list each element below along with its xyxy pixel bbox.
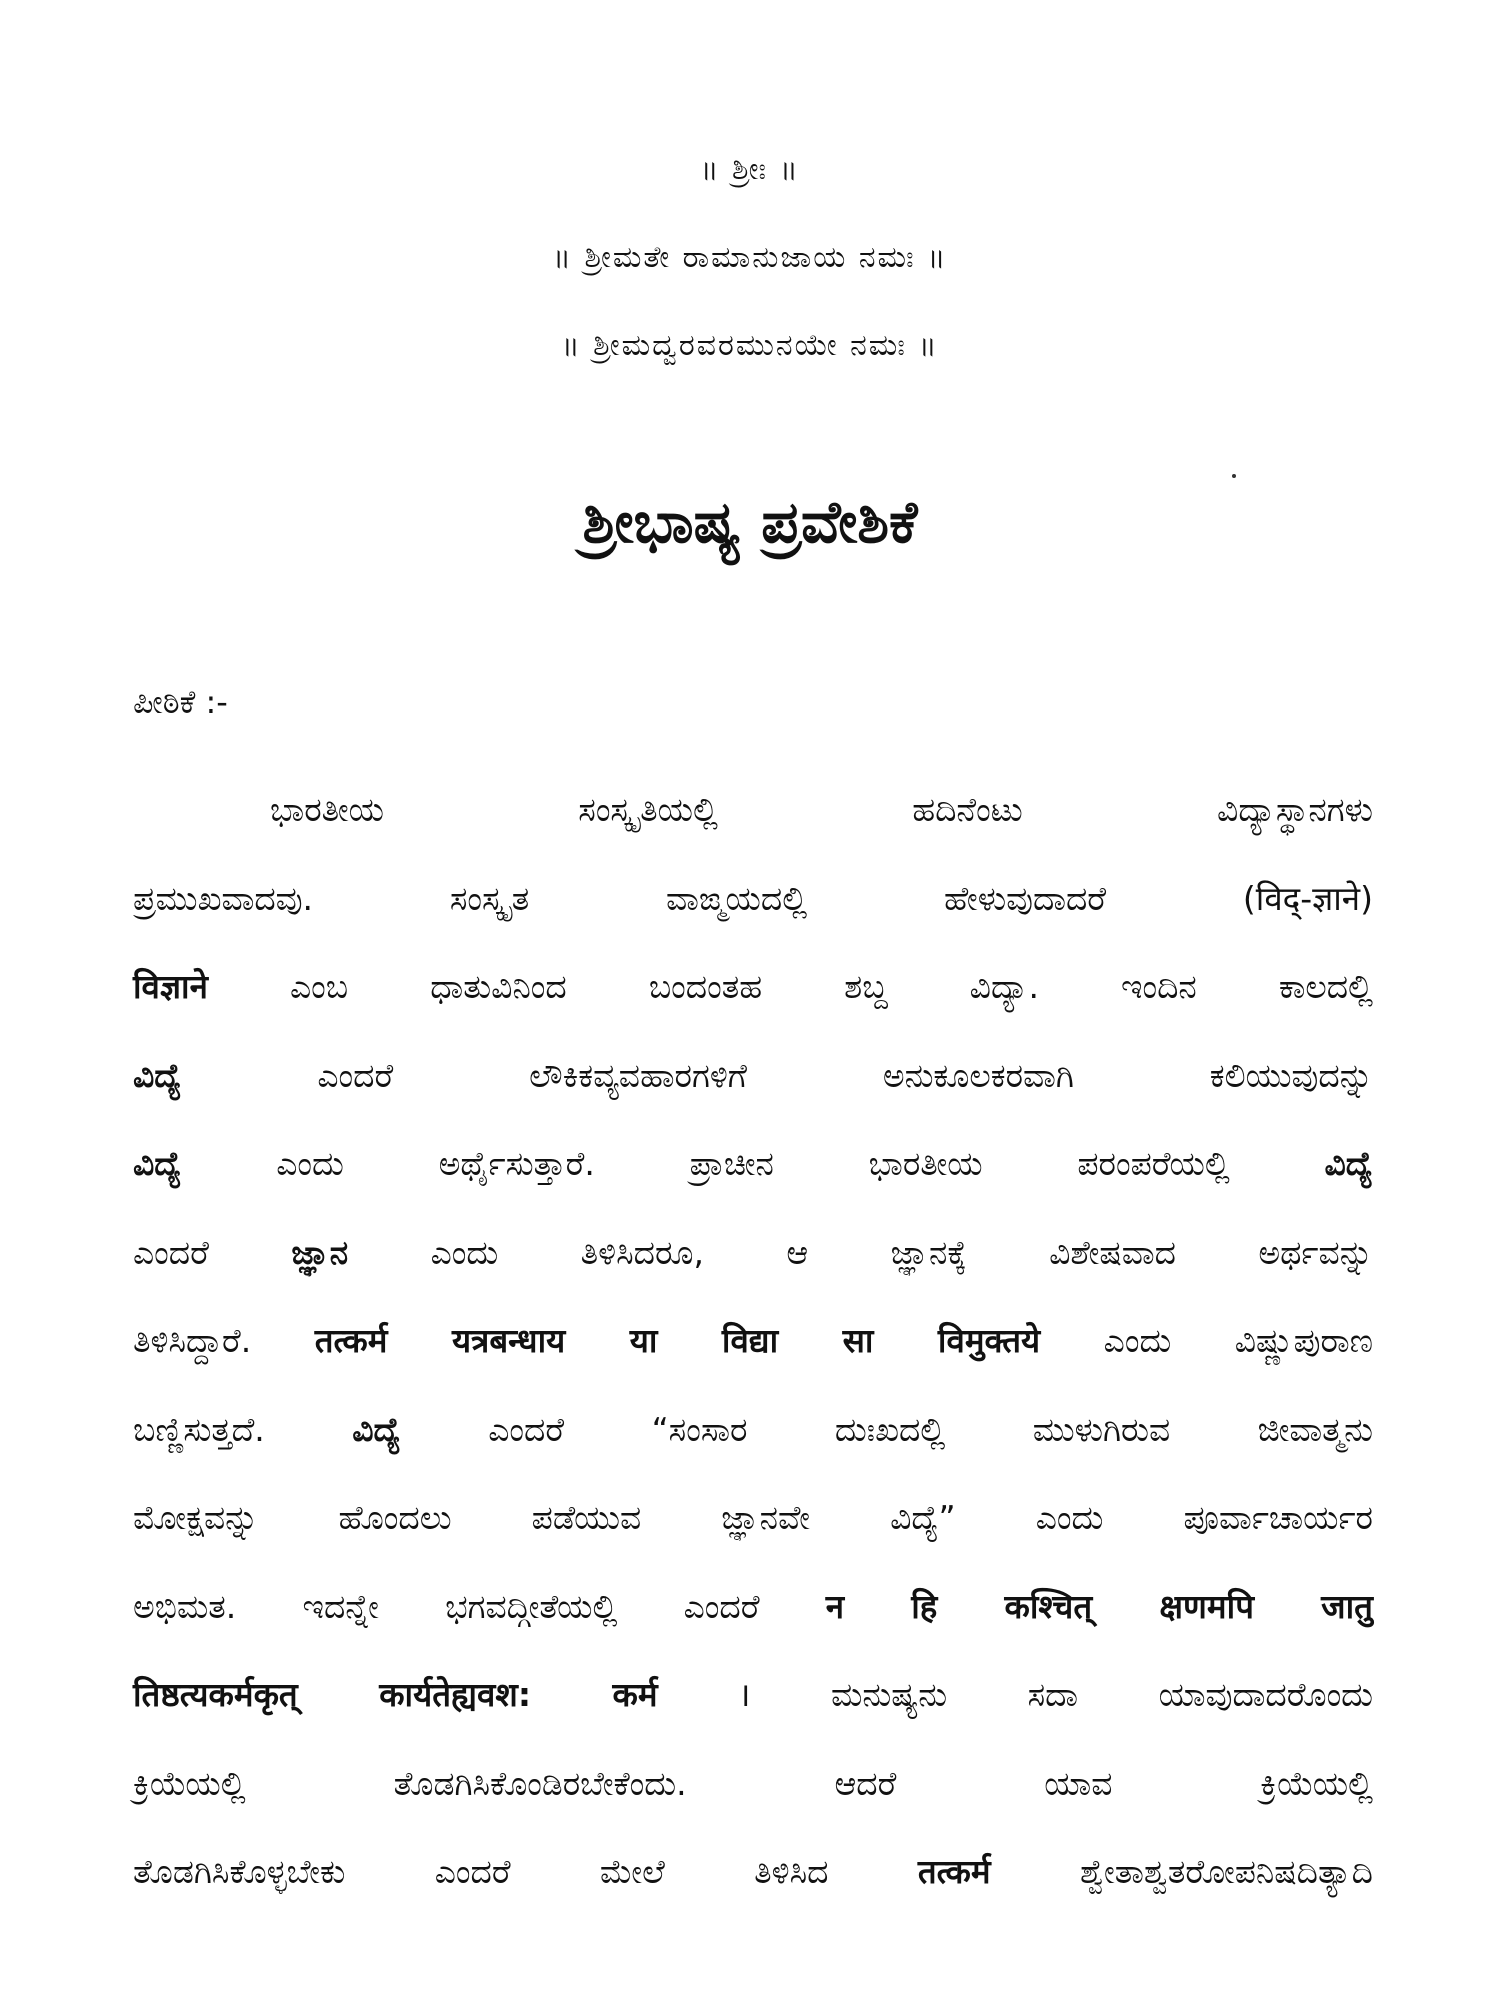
text-span: ಭಾರತೀಯ ಸಂಸ್ಕೃತಿಯಲ್ಲಿ ಹದಿನೆಂಟು ವಿದ್ಯಾಸ್ಥಾನಗಳು [270, 790, 1373, 829]
text-span: ಬಣ್ಣಿಸುತ್ತದೆ. [133, 1410, 353, 1449]
text-span: ಎಂದರೆ “ಸಂಸಾರ ದುಃಖದಲ್ಲಿ ಮುಳುಗಿರುವ ಜೀವಾತ್ಮನು [400, 1410, 1373, 1449]
bold-text-span: विज्ञाने [133, 967, 208, 1006]
bold-text-span: ಜ್ಞಾನ [291, 1233, 349, 1272]
text-line [133, 877, 1373, 923]
text-span: ಎಂದು ತಿಳಿಸಿದರೂ, ಆ ಜ್ಞಾನಕ್ಕೆ ವಿಶೇಷವಾದ ಅರ್ಥವನ್ನು [348, 1233, 1374, 1272]
text-span: ಪ್ರಮುಖವಾದವು. ಸಂಸ್ಕೃತ ವಾಙ್ಮಯದಲ್ಲಿ ಹೇಳುವುದಾದರೆ [133, 879, 1243, 918]
text-line [133, 1142, 1373, 1188]
bold-text-span: तत्कर्म यत्रबन्धाय या विद्या सा विमुक्तये [314, 1321, 1041, 1360]
text-line [133, 1054, 1373, 1100]
text-line [133, 1231, 1373, 1277]
bold-text-span: ವಿದ್ಯೆ [1324, 1144, 1373, 1183]
bold-text-span: ವಿದ್ಯೆ [352, 1410, 401, 1449]
bold-text-span: तत्कर्म [917, 1852, 991, 1891]
text-span: (विद्-ज्ञाने) [1242, 879, 1373, 918]
section-heading: ಪೀಠಿಕೆ :- [133, 683, 228, 721]
bold-text-span: ವಿದ್ಯೆ [133, 1056, 182, 1095]
text-span: ಶ್ವೇತಾಶ್ವತರೋಪನಿಷದಿತ್ಯಾದಿ [990, 1852, 1373, 1891]
text-line [133, 1850, 1373, 1896]
text-span: ಎಂದರೆ ಲೌಕಿಕವ್ಯವಹಾರಗಳಿಗೆ ಅನುಕೂಲಕರವಾಗಿ ಕಲಿಯುವುದನ್ನು [181, 1056, 1373, 1095]
text-span: ಎಂಬ ಧಾತುವಿನಿಂದ ಬಂದಂತಹ ಶಬ್ದ ವಿದ್ಯಾ. ಇಂದಿನ ಕಾಲದಲ್ಲಿ [207, 967, 1373, 1006]
text-span: ಎಂದು ವಿಷ್ಣುಪುರಾಣ [1040, 1321, 1373, 1360]
text-span: ತೊಡಗಿಸಿಕೊಳ್ಳಬೇಕು ಎಂದರೆ ಮೇಲೆ ತಿಳಿಸಿದ [133, 1852, 918, 1891]
invocation-line-3: ॥ ಶ್ರೀಮದ್ವರವರಮುನಯೇ ನಮಃ ॥ [561, 328, 939, 363]
text-span: ಮೋಕ್ಷವನ್ನು ಹೊಂದಲು ಪಡೆಯುವ ಜ್ಞಾನವೇ ವಿದ್ಯೆ” ಎಂದು ಪೂರ್ವಾಚಾರ್ಯರ [133, 1498, 1373, 1537]
bold-text-span: ವಿದ್ಯೆ [133, 1144, 182, 1183]
text-line [133, 1496, 1373, 1542]
text-span: ಕ್ರಿಯೆಯಲ್ಲಿ ತೊಡಗಿಸಿಕೊಂಡಿರಬೇಕೆಂದು. ಆದರೆ ಯಾವ ಕ್ರಿಯೆಯಲ್ಲಿ [133, 1764, 1373, 1803]
invocation-line-1: ॥ ಶ್ರೀಃ ॥ [700, 152, 800, 187]
bold-text-span: न हि कश्चित् क्षणमपि जातु [825, 1587, 1373, 1626]
text-span: । ಮನುಷ್ಯನು ಸದಾ ಯಾವುದಾದರೊಂದು [657, 1675, 1373, 1714]
text-line [133, 965, 1373, 1011]
invocation-line-2: ॥ ಶ್ರೀಮತೇ ರಾಮಾನುಜಾಯ ನಮಃ ॥ [552, 240, 948, 275]
text-line [133, 1408, 1373, 1454]
text-span: ಅಭಿಮತ. ಇದನ್ನೇ ಭಗವದ್ಗೀತೆಯಲ್ಲಿ ಎಂದರೆ [133, 1587, 826, 1626]
stray-dot [1232, 474, 1236, 478]
text-line [133, 1673, 1373, 1719]
text-line [133, 1762, 1373, 1808]
text-line [270, 788, 1373, 834]
text-span: ತಿಳಿಸಿದ್ದಾರೆ. [133, 1321, 315, 1360]
page-title: ಶ್ರೀಭಾಷ್ಯ ಪ್ರವೇಶಿಕೆ [582, 488, 918, 556]
text-line [133, 1585, 1373, 1631]
text-span: ಎಂದರೆ [133, 1233, 292, 1272]
text-span: ಎಂದು ಅರ್ಥೈಸುತ್ತಾರೆ. ಪ್ರಾಚೀನ ಭಾರತೀಯ ಪರಂಪರೆಯಲ್ಲಿ [181, 1144, 1325, 1183]
text-line [133, 1319, 1373, 1365]
bold-text-span: तिष्ठत्यकर्मकृत् कार्यतेह्यवश: कर्म [133, 1675, 658, 1714]
